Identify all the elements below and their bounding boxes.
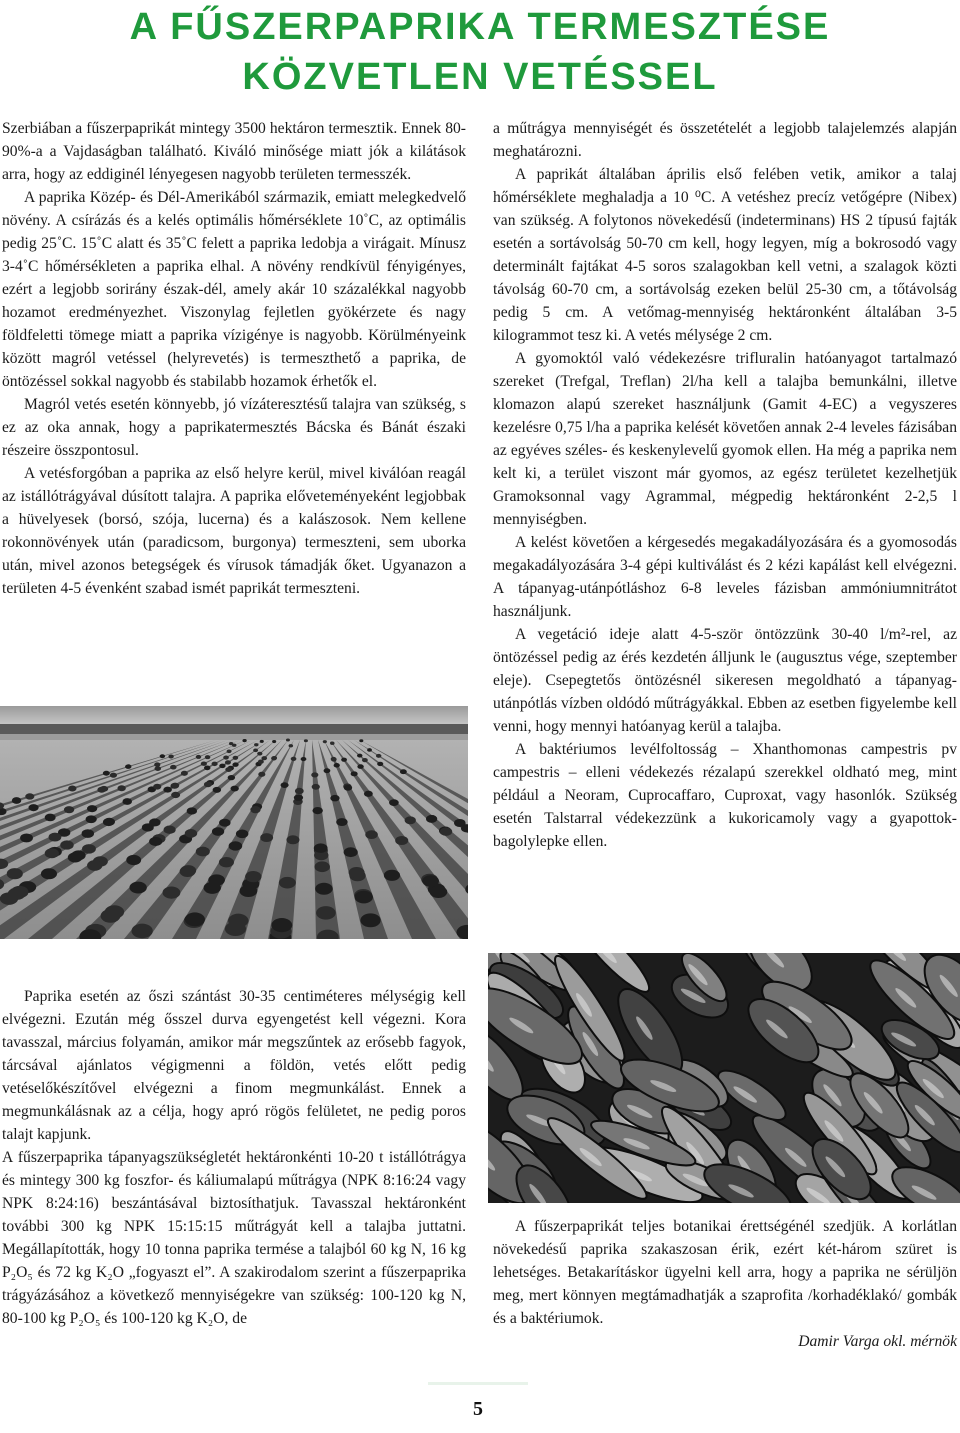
paragraph: A fűszerpaprika tápanyagszükségletét hektáronkénti 10-20 t istállótrágya és mintegy 300 kg foszfor- és káliumalapú műtrágya (NPK 8:16:24 vagy NPK 8:24:16) beszántásával biztosíthatjuk. Tavasszal hektáronként további 300 kg NPK 15:15:15 műtrágyát kell a talajba juttatni. Megállapították, hogy 10 tonna paprika termése a talajból 60 kg N, 16 kg P₂O₅ és 72 kg K₂O „fogyaszt el”. A szakirodalom szerint a fűszerpaprika trágyázásához a következő mennyiségekre van szükség: 100-120 kg N, 80-100 kg P₂O₅ és 100-120 kg K₂O, de xyxy=(2,1149,466,1327)
paragraph: A paprikát általában április első felében vetik, amikor a talaj hőmérséklete meghaladja a 10 ⁰C. A vetéshez precíz vetőgépre (Nibex) van szükség. A folytonos növekedésű (indeterminans) HS 2 típusú fajták esetén a sortávolság 50-70 cm kell, hogy legyen, míg a bokrosodó vagy determinált fajtákat 4-5 soros szalagokban kell vetni, a szalagok közti távolság 60-70 cm, a sortávolság ezeken belül 25-30 cm, a tőtávolság pedig 5 cm. A vetőmag-mennyiség hektáronként általában 3-5 kilogrammot tesz ki. A vetés mélysége 2 cm. xyxy=(493,166,957,344)
paragraph: A kelést követően a kérgesedés megakadályozására és a gyomosodás megakadályozására 3-4 gépi kultiválást és 2 kézi kapálást kell elvégezni. A tápanyag-utánpótláshoz 6-8 leveles fázisban ammóniumnitrátot használjunk. xyxy=(493,534,957,620)
paragraph: A gyomoktól való védekezésre trifluralin hatóanyagot tartalmazó szereket (Trefgal, Treflan) 2l/ha kell a talajba bemunkálni, illetve klomazon alapú szereket használjunk (Gamit 4-EC) a vegyszeres kezelésre 0,75 l/ha a paprika kelését követően annak 2-4 leveles fázisában az egyéves széles- és keskenylevelű gyomok ellen. Ha még a paprika nem kelt ki, a terület viszont már gyomos, az egész területet kezelhetjük Gramoksonnal vagy Agrammal, mégpedig hektáronként 2-2,5 l mennyiségben. xyxy=(493,350,957,528)
article-column-left-top xyxy=(2,117,466,600)
paragraph: Szerbiában a fűszerpaprikát mintegy 3500 hektáron termesztik. Ennek 80-90%-a a Vajdaságban található. Kiváló minősége miatt jók a kilátások arra, hogy az eddiginél lényegesen nagyobb területen termesszék. xyxy=(2,120,466,183)
author-signature: Damir Varga okl. mérnök xyxy=(798,1333,957,1350)
page-title-line-2: KÖZVETLEN VETÉSSEL xyxy=(242,56,718,98)
paragraph: Magról vetés esetén könnyebb, jó vízáteresztésű talajra van szükség, s ez az oka annak, hogy a paprikatermesztés Bácska és Bánát északi részeire összpontosul. xyxy=(2,396,466,459)
pepper-field-photo xyxy=(0,706,468,939)
paragraph: A fűszerpaprikát teljes botanikai érettségénél szedjük. A korlátlan növekedésű paprika szakaszosan érik, ezért két-három szüret is lehetséges. Betakarításkor ügyelni kell arra, hogy a paprika ne sérüljön meg, mert könnyen megtámadhatják a szaprofita /korhadéklakó/ gombák és a baktériumok. xyxy=(493,1218,957,1327)
article-column-right-top xyxy=(493,117,957,853)
paragraph: Paprika esetén az őszi szántást 30-35 centiméteres mélységig kell elvégezni. Ezután még ősszel durva egyengetést kell végezni. Kora tavasszal, március folyamán, amikor már megszűntek az erősebb fagyok, tárcsával ajánlatos végigmenni a földön, vetés előtt pedig vetéselőkészítővel elvégezni a finom megmunkálást. Ennek a megmunkálásnak az a célja, hogy apró rögös felületet, ne pedig poros talajt kapjunk. xyxy=(2,988,466,1143)
page-number: 5 xyxy=(473,1398,483,1420)
paragraph: A vegetáció ideje alatt 4-5-ször öntözzünk 30-40 l/m²-rel, az öntözéssel pedig az érés kezdetén álljunk le (augusztus vége, szeptember eleje). Csepegtetős öntözésnél sikeresen megoldható a tápanyag-utánpótlás vízben oldódó műtrágyákkal. Ebben az esetben figyelembe kell venni, hogy mennyi hatóanyag kerül a talajba. xyxy=(493,626,957,735)
paragraph: A paprika Közép- és Dél-Amerikából származik, emiatt melegkedvelő növény. A csírázás és a kelés optimális hőmérséklete 10˚C, az optimális pedig 25˚C. 15˚C alatt és 35˚C felett a paprika ledobja a virágait. Mínusz 3-4˚C hőmérsékleten a paprika elhal. A növény rendkívül fényigényes, ezért a legjobb sorirány észak-dél, amely akár 10 százalékkal nagyobb hozamot eredményezhet. Viszonylag fejletlen gyökérzete és nagy földfeletti tömege miatt a paprika vízigénye is nagyobb. Körülményeink között magról vetéssel (helyrevetés) is termeszthető a paprika, de öntözéssel sokkal nagyobb és stabilabb hozamok érhetők el. xyxy=(2,189,466,390)
page-title-line-1: A FŰSZERPAPRIKA TERMESZTÉSE xyxy=(129,6,831,48)
paragraph: A baktériumos levélfoltosság – Xhanthomonas campestris pv campestris – elleni védekezés rézalapú szerekkel oldható meg, mint például a Neoram, Cuprocaffaro, Cuproxat, vagy hasonlók. Szükség esetén Talstarral védekezzünk a kukoricamoly vagy a gyapottok-bagolylepke ellen. xyxy=(493,741,957,850)
paragraph: a műtrágya mennyiségét és összetételét a legjobb talajelemzés alapján meghatározni. xyxy=(493,120,957,160)
article-column-left-bottom xyxy=(2,985,466,1330)
dried-peppers-photo xyxy=(488,953,960,1203)
paragraph: A vetésforgóban a paprika az első helyre kerül, mivel kiválóan reagál az istállótrágyával dúsított talajra. A paprika előveteményeként legjobbak a hüvelyesek (borsó, szója, lucerna) és a kalászosok. Nem kellene rokonnövények után (paradicsom, burgonya) termeszteni, sem uborka után, mivel azonos betegségek és vírusok támadják őket. Ugyanazon a területen 4-5 évenként szabad ismét paprikát termeszteni. xyxy=(2,465,466,597)
article-column-right-bottom xyxy=(493,1215,957,1353)
